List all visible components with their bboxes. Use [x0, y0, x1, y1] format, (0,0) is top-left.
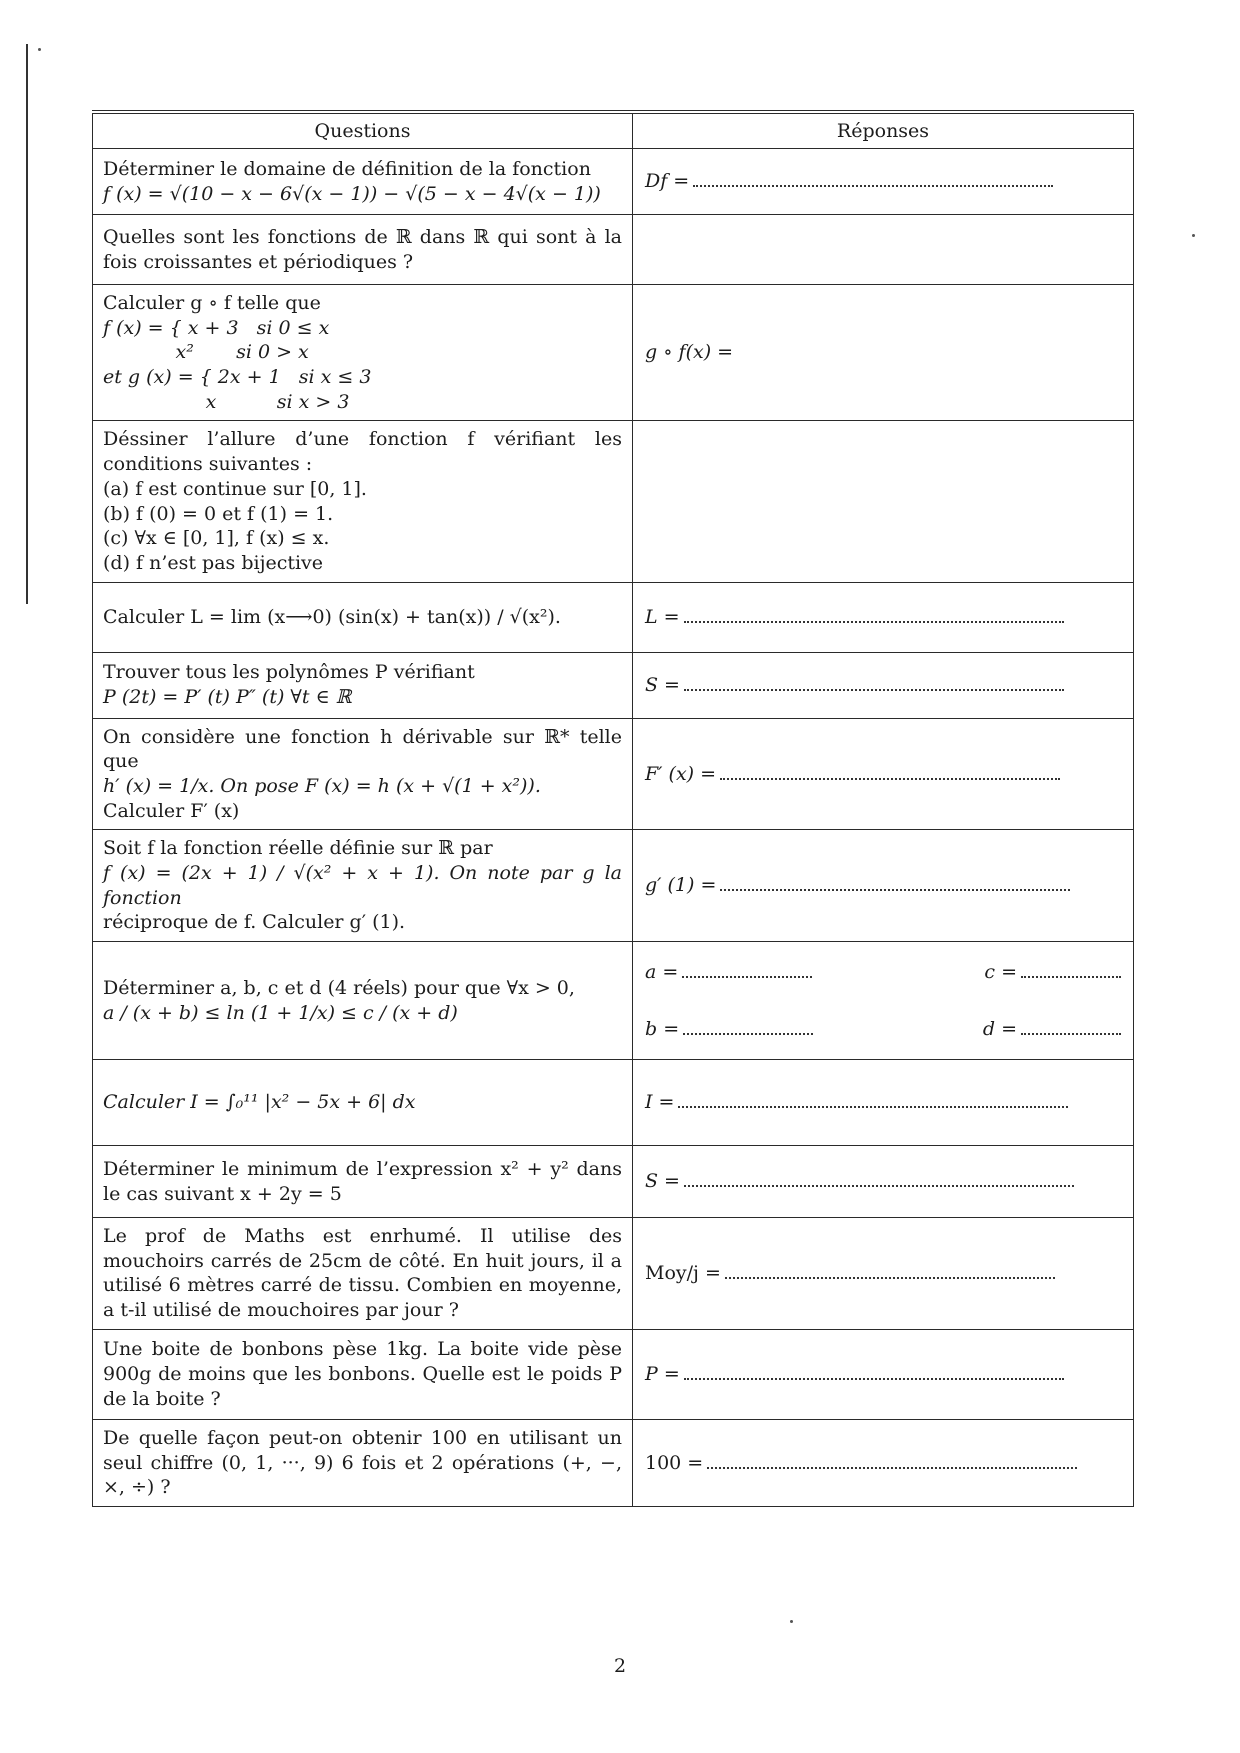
answer-label: Moy/j =	[645, 1262, 721, 1285]
answer-cell[interactable]	[633, 285, 1134, 421]
question-cell	[93, 942, 633, 1060]
answer-pair-row	[645, 1017, 1121, 1042]
question-cell	[93, 149, 633, 215]
table-row	[93, 652, 1134, 718]
answer-label: g ∘ f(x) =	[645, 341, 734, 364]
table-row	[93, 942, 1134, 1060]
quiz-table	[92, 110, 1134, 1507]
answer-cell[interactable]	[633, 1060, 1134, 1146]
answer-blank	[720, 766, 1060, 780]
question-cell	[93, 652, 633, 718]
question-text: Calculer F′ (x)	[103, 799, 240, 822]
answer-label: F′ (x) =	[645, 762, 717, 785]
table-row	[93, 421, 1134, 582]
question-cell	[93, 1218, 633, 1330]
question-cell	[93, 1419, 633, 1506]
question-text: Une boite de bonbons pèse 1kg. La boite vide pèse 900g de moins que les bonbons. Quelle est le poids P de la boite ?	[103, 1338, 622, 1410]
question-text: f (x) = √(10 − x − 6√(x − 1)) − √(5 − x − 4√(x − 1))	[103, 182, 601, 205]
answer-label: S =	[645, 1170, 680, 1193]
question-cell	[93, 421, 633, 582]
answer-cell[interactable]	[633, 718, 1134, 830]
question-cell	[93, 582, 633, 652]
table-row	[93, 285, 1134, 421]
question-text: De quelle façon peut-on obtenir 100 en utilisant un seul chiffre (0, 1, ···, 9) 6 fois et 2 opérations (+, −, ×, ÷) ?	[103, 1426, 622, 1499]
answer-label: Df =	[645, 170, 690, 193]
answer-blank	[1021, 1021, 1121, 1035]
table-row	[93, 215, 1134, 285]
question-cell	[93, 1146, 633, 1218]
answer-cell[interactable]	[633, 149, 1134, 215]
question-text: On considère une fonction h dérivable sur ℝ* telle que	[103, 725, 622, 773]
answer-label: P =	[645, 1362, 680, 1385]
answer-cell[interactable]	[633, 1329, 1134, 1419]
table-row	[93, 1419, 1134, 1506]
table-row	[93, 1060, 1134, 1146]
answers-header: Réponses	[633, 112, 1134, 149]
answer-blank	[684, 1366, 1064, 1380]
question-text: Déterminer a, b, c et d (4 réels) pour que ∀x > 0,	[103, 976, 575, 999]
question-cell	[93, 718, 633, 830]
table-row	[93, 1146, 1134, 1218]
question-text: Soit f la fonction réelle définie sur ℝ par	[103, 837, 493, 860]
answer-label: a =	[645, 960, 679, 983]
answer-label: I =	[645, 1091, 675, 1114]
answer-cell[interactable]	[633, 830, 1134, 942]
answer-cell[interactable]	[633, 652, 1134, 718]
question-text: réciproque de f. Calculer g′ (1).	[103, 911, 406, 934]
question-text: (d) f n’est pas bijective	[103, 551, 324, 574]
left-margin-mark	[26, 44, 28, 604]
page-number: 2	[613, 1655, 627, 1677]
answer-cell[interactable]	[633, 421, 1134, 582]
question-text: x si x > 3	[103, 390, 350, 413]
answer-cell[interactable]	[633, 942, 1134, 1060]
table-row	[93, 830, 1134, 942]
question-text: (c) ∀x ∈ [0, 1], f (x) ≤ x.	[103, 527, 330, 550]
question-text: a / (x + b) ≤ ln (1 + 1/x) ≤ c / (x + d)	[103, 1001, 458, 1024]
question-cell	[93, 1060, 633, 1146]
table-row	[93, 718, 1134, 830]
answer-blank	[684, 677, 1064, 691]
question-text: Déssiner l’allure d’une fonction f vérifiant les conditions suivantes :	[103, 428, 622, 476]
answer-label: c =	[984, 960, 1017, 983]
table-row	[93, 1218, 1134, 1330]
answer-label: L =	[645, 605, 680, 628]
scan-speck	[790, 1620, 793, 1623]
question-text: f (x) = (2x + 1) / √(x² + x + 1). On note par g la fonction	[103, 862, 622, 909]
question-cell	[93, 285, 633, 421]
question-text: Déterminer le minimum de l’expression x² + y² dans le cas suivant x + 2y = 5	[103, 1157, 622, 1205]
question-text: h′ (x) = 1/x. On pose F (x) = h (x + √(1 + x²)).	[103, 774, 541, 797]
answer-label: S =	[645, 673, 680, 696]
scan-speck	[1192, 234, 1195, 237]
answer-blank	[707, 1455, 1077, 1469]
answer-pair-row	[645, 960, 1121, 985]
question-text: Déterminer le domaine de définition de la fonction	[103, 157, 591, 180]
question-text: (b) f (0) = 0 et f (1) = 1.	[103, 502, 334, 525]
question-text: P (2t) = P′ (t) P″ (t) ∀t ∈ ℝ	[103, 686, 352, 709]
answer-blank	[693, 173, 1053, 187]
questions-header: Questions	[93, 112, 633, 149]
question-text: f (x) = { x + 3 si 0 ≤ x	[103, 316, 330, 339]
question-cell	[93, 215, 633, 285]
question-cell	[93, 830, 633, 942]
question-text: Quelles sont les fonctions de ℝ dans ℝ qui sont à la fois croissantes et périodiques ?	[103, 225, 622, 273]
answer-label: d =	[982, 1017, 1017, 1040]
answer-cell[interactable]	[633, 215, 1134, 285]
answer-label: 100 =	[645, 1451, 704, 1474]
question-cell	[93, 1329, 633, 1419]
answer-cell[interactable]	[633, 1419, 1134, 1506]
question-text: Trouver tous les polynômes P vérifiant	[103, 661, 475, 684]
answer-cell[interactable]	[633, 1146, 1134, 1218]
answer-label: g′ (1) =	[645, 874, 717, 897]
table-row	[93, 1329, 1134, 1419]
answer-label: b =	[645, 1017, 680, 1040]
answer-blank	[725, 1265, 1055, 1279]
answer-blank	[720, 877, 1070, 891]
table-row	[93, 149, 1134, 215]
answer-blank	[684, 609, 1064, 623]
answer-blank	[683, 1021, 813, 1035]
answer-cell[interactable]	[633, 582, 1134, 652]
question-text: (a) f est continue sur [0, 1].	[103, 477, 367, 500]
question-text: Calculer L = lim (x⟶0) (sin(x) + tan(x)) / √(x²).	[103, 605, 561, 628]
scan-speck	[38, 48, 41, 51]
answer-blank	[684, 1173, 1074, 1187]
question-text: x² si 0 > x	[103, 341, 309, 364]
answer-blank	[1021, 964, 1121, 978]
question-text: Le prof de Maths est enrhumé. Il utilise des mouchoirs carrés de 25cm de côté. En huit jours, il a utilisé 6 mètres carré de tissu. Combien en moyenne, a t-il utilisé de mouchoires par jour ?	[103, 1225, 622, 1322]
question-text: Calculer g ∘ f telle que	[103, 292, 321, 314]
answer-blank	[682, 964, 812, 978]
answer-blank	[678, 1094, 1068, 1108]
question-text: et g (x) = { 2x + 1 si x ≤ 3	[103, 366, 372, 389]
question-text: Calculer I = ∫₀¹¹ |x² − 5x + 6| dx	[103, 1091, 416, 1114]
table-row	[93, 582, 1134, 652]
table-header	[93, 112, 1134, 149]
answer-cell[interactable]	[633, 1218, 1134, 1330]
